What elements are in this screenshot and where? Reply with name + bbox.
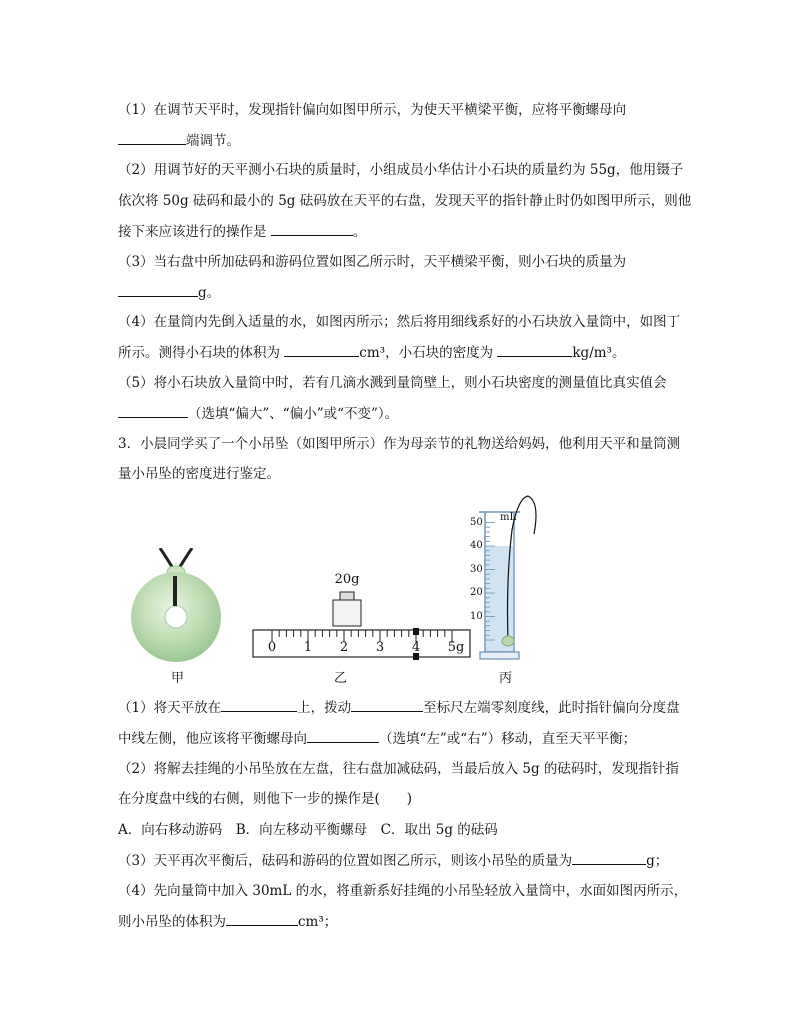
p3-stem-line2: 量小吊坠的密度进行鉴定。 [118,466,280,482]
cylinder-unit: mL [500,512,517,523]
p1-q2-line2: 依次将 50g 砝码和最小的 5g 砝码放在天平的右盘，发现天平的指针静止时仍如图甲所示，则他 [118,193,692,209]
caption-yi: 乙 [334,671,348,686]
answer-blank[interactable] [284,344,359,357]
p1-q2-line3: 接下来应该进行的操作是 。 [118,224,367,240]
p1-q5-line2: （选填“偏大”、“偏小”或“不变”）。 [118,405,398,422]
answer-blank[interactable] [118,284,198,297]
weight-label: 20g [334,572,360,587]
cylinder-tick-label: 30 [470,563,483,575]
ruler-tick-label: 0 [267,640,277,655]
answer-blank[interactable] [572,852,646,865]
p1-q2-line1: （2）用调节好的天平测小石块的质量时，小组成员小华估计小石块的质量约为 55g，他用镊子 [118,162,684,178]
ruler-tick-label: 3 [375,640,385,655]
ruler-tick-label: 1 [303,640,313,655]
caption-bing: 丙 [499,671,513,686]
p1-q5-line1: （5）将小石块放入量筒中时，若有几滴水溅到量筒壁上，则小石块密度的测量值比真实值会 [118,375,667,391]
ruler-tick-label: 4 [411,640,421,655]
weight-20g-icon [333,592,361,626]
answer-blank[interactable] [271,223,353,236]
p3-q2-line2: 在分度盘中线的右侧，则他下一步的操作是( ) [118,791,413,807]
jade-pendant-image [118,548,236,664]
p3-stem-line1: 3．小晨同学买了一个小吊坠（如图甲所示）作为母亲节的礼物送给妈妈，他利用天平和量筒测 [118,436,681,452]
cylinder-base [480,652,519,659]
p3-q2-line1: （2）将解去挂绳的小吊坠放在左盘，往右盘加减砝码，当最后放入 5g 的砝码时，发现指针指 [118,761,679,777]
p3-q1-line1: （1）将天平放在 上，拨动 至标尺左端零刻度线，此时指针偏向分度盘 [118,700,680,716]
cylinder-tick-label: 20 [470,587,483,598]
answer-blank[interactable] [118,405,188,418]
p3-q2-options: A．向右移动游码 B．向左移动平衡螺母 C．取出 5g 的砝码 [118,822,498,838]
p1-q1-line2: 端调节。 [118,132,240,149]
p3-q4-line2: 则小吊坠的体积为 cm³； [118,914,338,930]
p3-q1-line2: 中线左侧，他应该将平衡螺母向 （选填“左”或“右”）移动，直至天平平衡； [118,731,637,747]
figure-yi-balance-ruler [250,572,474,664]
cylinder-tick-label: 50 [470,516,483,528]
answer-blank[interactable] [351,699,423,712]
caption-jia: 甲 [171,671,185,686]
answer-blank[interactable] [118,132,186,145]
figure-jia-pendant [118,548,236,664]
ruler-tick-label: 5g [447,640,465,655]
cylinder-tick-label: 40 [470,540,483,551]
p3-q4-line1: （4）先向量筒中加入 30mL 的水，将重新系好挂绳的小吊坠轻放入量筒中，水面如图丙所示， [118,883,688,899]
p1-q1-line1: （1）在调节天平时，发现指针偏向如图甲所示，为使天平横梁平衡，应将平衡螺母向 [118,102,627,118]
p1-q3-line1: （3）当右盘中所加砝码和游码位置如图乙所示时，天平横梁平衡，则小石块的质量为 [118,254,627,270]
answer-blank[interactable] [307,730,379,743]
answer-blank[interactable] [497,344,572,357]
cylinder-tick-label: 10 [470,610,483,622]
p1-q4-line2: 所示。测得小石块的体积为 cm³，小石块的密度为 kg/m³。 [118,345,626,361]
p1-q4-line1: （4）在量筒内先倒入适量的水，如图丙所示；然后将用细线系好的小石块放入量筒中，如图丁 [118,314,681,330]
ruler-tick-label: 2 [339,640,349,655]
answer-blank[interactable] [221,699,297,712]
figure-bing-cylinder [470,490,550,666]
p1-q3-line2: g。 [118,284,220,301]
pendant-in-cylinder [502,636,514,646]
answer-blank[interactable] [226,913,298,926]
p3-q3-line: （3）天平再次平衡后，砝码和游码的位置如图乙所示，则该小吊坠的质量为 g； [118,853,669,869]
